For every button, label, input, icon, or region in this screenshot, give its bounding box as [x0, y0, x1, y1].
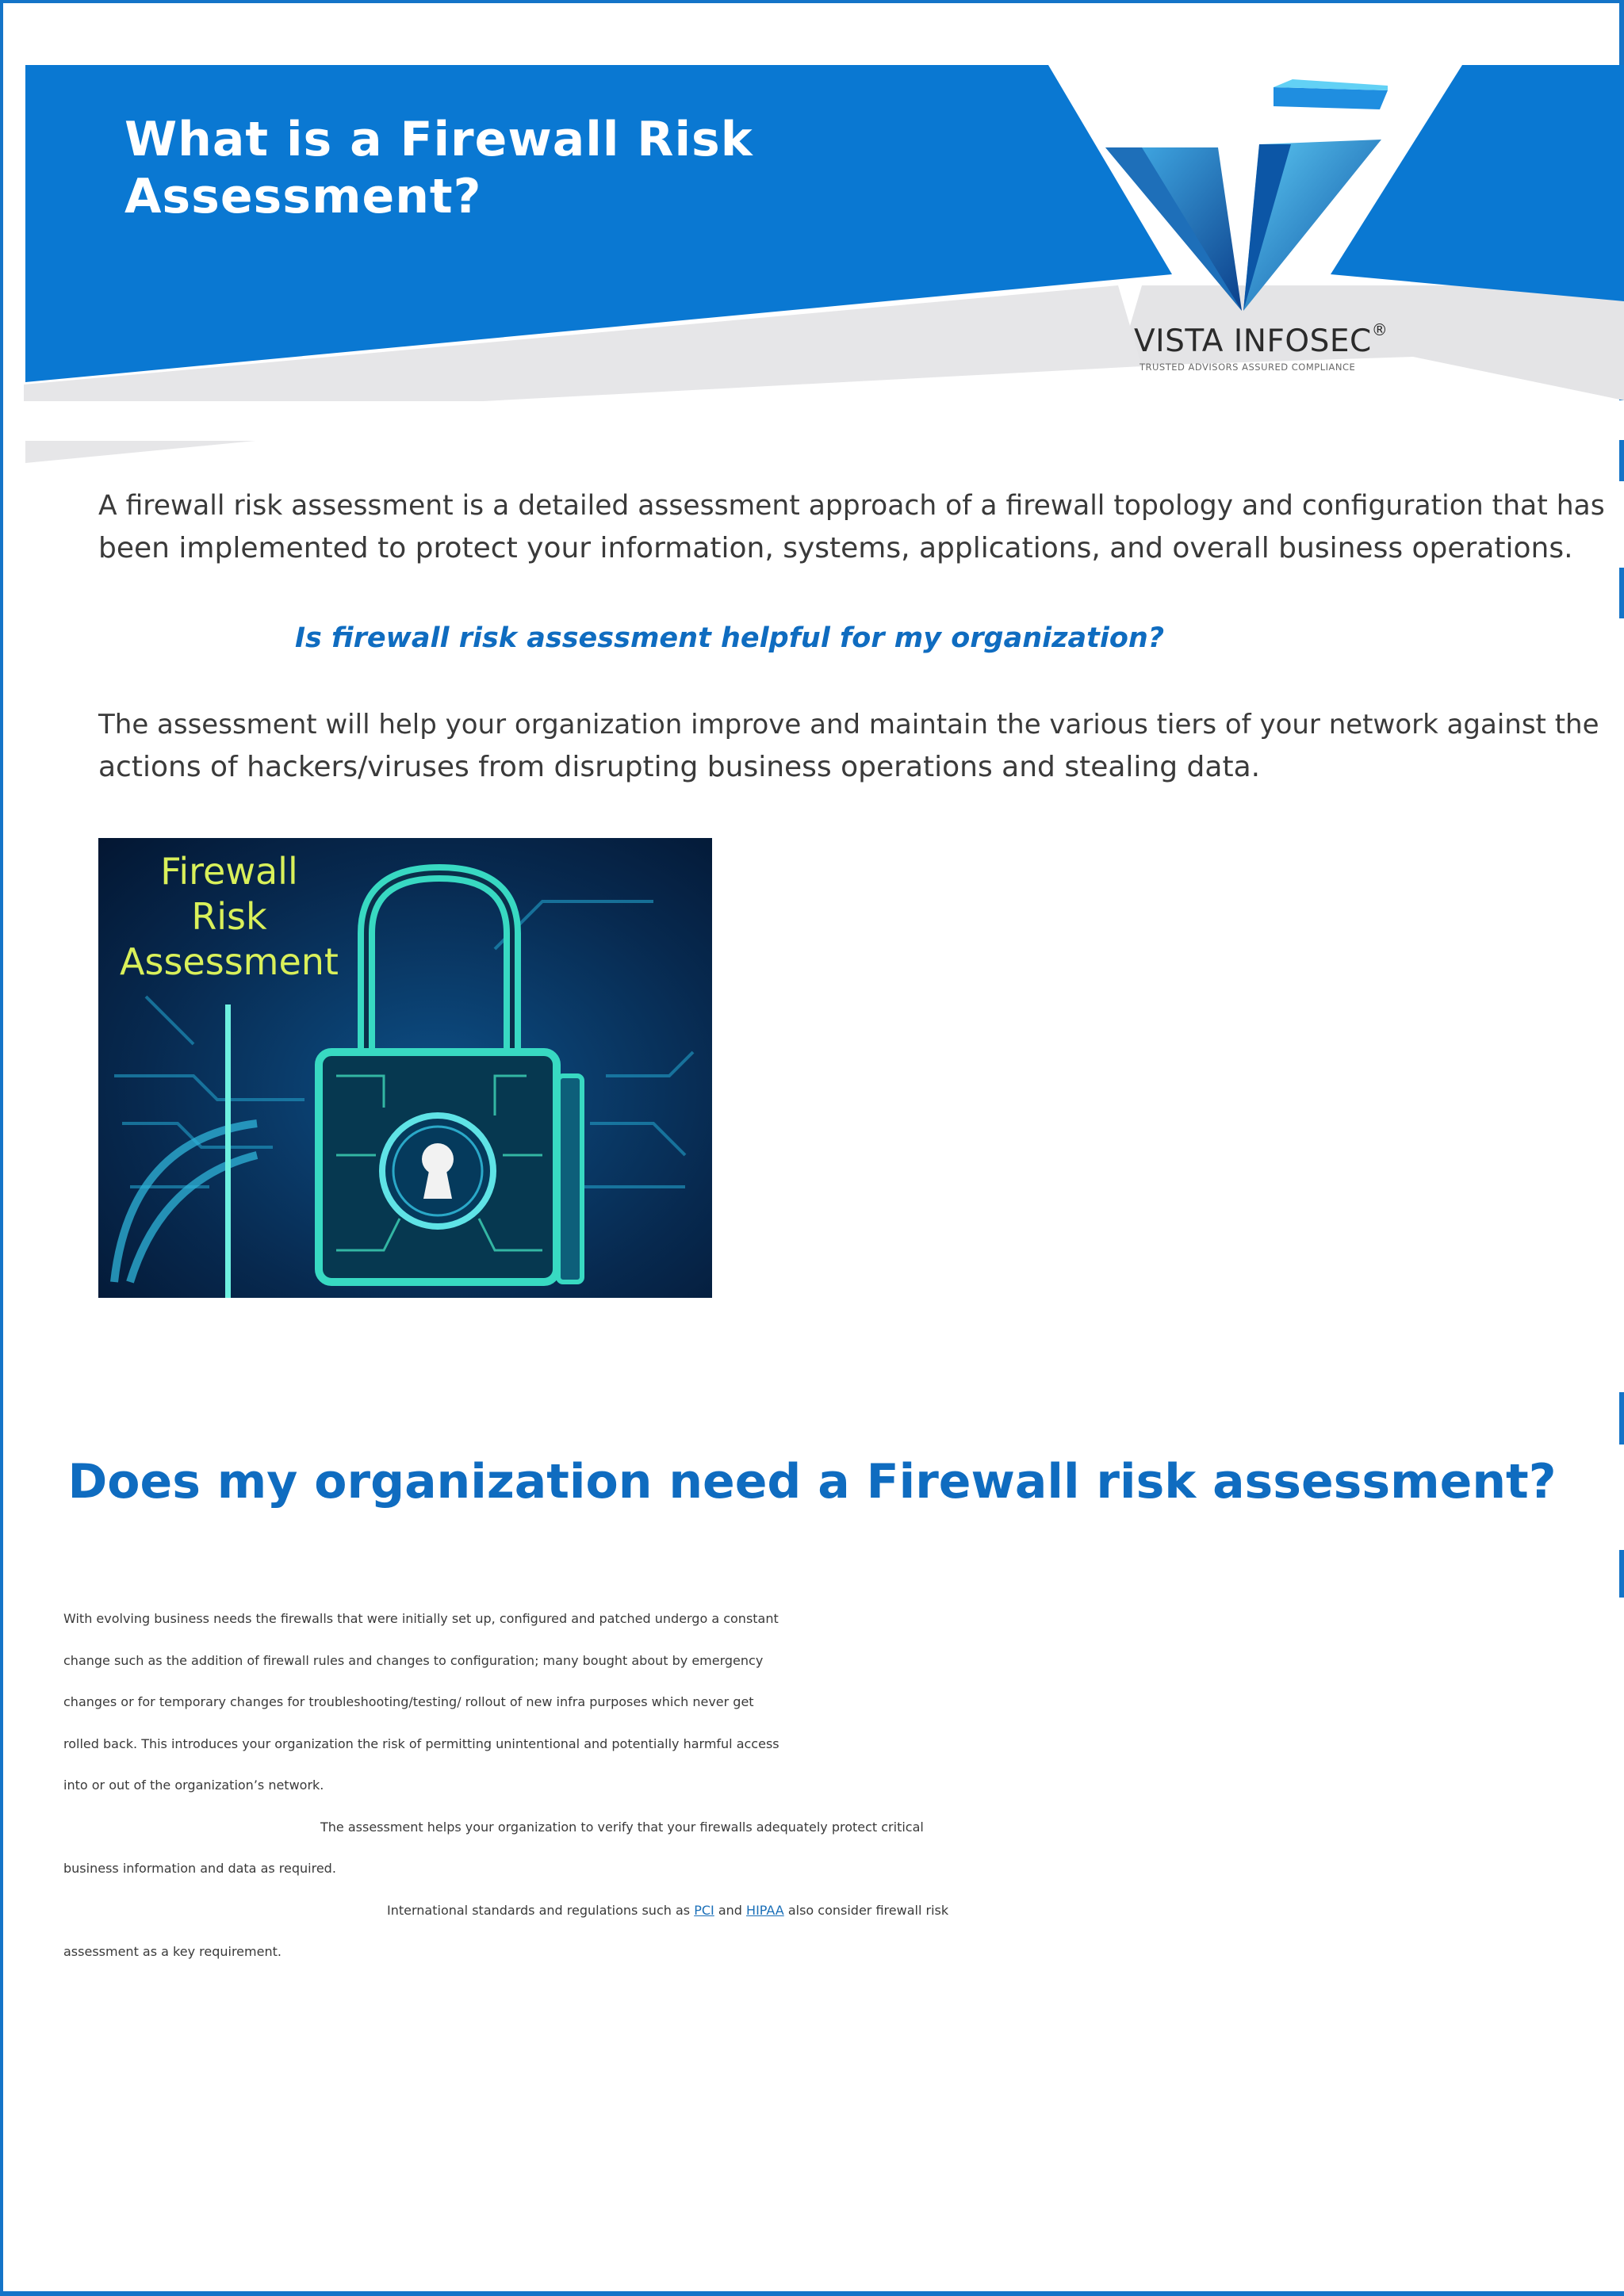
evolving-line-6-text: The assessment helps your organization to verify that your firewalls adequately protect critical	[320, 1819, 924, 1835]
image-title-line-2: Risk	[191, 895, 267, 938]
evolving-line-5: into or out of the organization’s network.	[63, 1777, 324, 1793]
intro-line-1: A firewall risk assessment is a detailed assessment approach of a firewall topology and configuration that has	[98, 490, 1605, 522]
image-title	[98, 849, 360, 985]
page-frame-right-4	[1619, 1392, 1624, 1445]
intro-paragraph	[98, 485, 1605, 569]
image-title-line-1: Firewall	[160, 850, 298, 893]
help-paragraph	[98, 704, 1605, 788]
evolving-line-8-end: also consider firewall risk	[783, 1902, 949, 1918]
evolving-line-7: business information and data as required.	[63, 1861, 336, 1876]
logo-wordmark	[1134, 320, 1419, 359]
page-title-line-2: Assessment?	[124, 169, 482, 224]
logo-tagline: TRUSTED ADVISORS ASSURED COMPLIANCE	[1139, 362, 1356, 373]
logo-registered-mark: ®	[1371, 320, 1388, 339]
firewall-risk-image	[98, 838, 712, 1298]
logo-name: VISTA INFOSEC	[1134, 323, 1372, 359]
page-title-line-1: What is a Firewall Risk	[124, 112, 753, 167]
evolving-line-2: change such as the addition of firewall rules and changes to configuration; many bought about by emergency	[63, 1652, 764, 1668]
evolving-line-1: With evolving business needs the firewalls that were initially set up, configured and patched undergo a constant	[63, 1611, 779, 1626]
evolving-line-9: assessment as a key requirement.	[63, 1944, 282, 1959]
evolving-line-8-mid: and	[714, 1902, 747, 1918]
intro-line-2: been implemented to protect your information, systems, applications, and overall business operations.	[98, 532, 1573, 564]
evolving-line-4: rolled back. This introduces your organization the risk of permitting unintentional and potentially harmful access	[63, 1735, 779, 1751]
evolving-line-6	[63, 1807, 1618, 1849]
section-heading: Does my organization need a Firewall risk assessment?	[67, 1454, 1557, 1510]
image-title-line-3: Assessment	[120, 940, 339, 983]
page-frame-right-5	[1619, 1550, 1624, 1598]
help-line-1: The assessment will help your organization improve and maintain the various tiers of your network against the	[98, 709, 1599, 740]
helpful-question-heading: Is firewall risk assessment helpful for my organization?	[295, 622, 1165, 654]
page-frame-right-3	[1619, 568, 1624, 618]
evolving-line-8	[63, 1890, 1618, 1932]
page-frame-bottom	[0, 2291, 1624, 2296]
evolving-paragraph	[63, 1598, 1618, 1973]
evolving-line-3: changes or for temporary changes for troubleshooting/testing/ rollout of new infra purposes which never get	[63, 1694, 754, 1709]
evolving-line-8-start: International standards and regulations such as	[387, 1902, 695, 1918]
page-title	[124, 111, 838, 225]
pci-link[interactable]: PCI	[694, 1902, 714, 1918]
help-line-2: actions of hackers/viruses from disrupting business operations and stealing data.	[98, 751, 1261, 783]
hipaa-link[interactable]: HIPAA	[746, 1902, 784, 1918]
